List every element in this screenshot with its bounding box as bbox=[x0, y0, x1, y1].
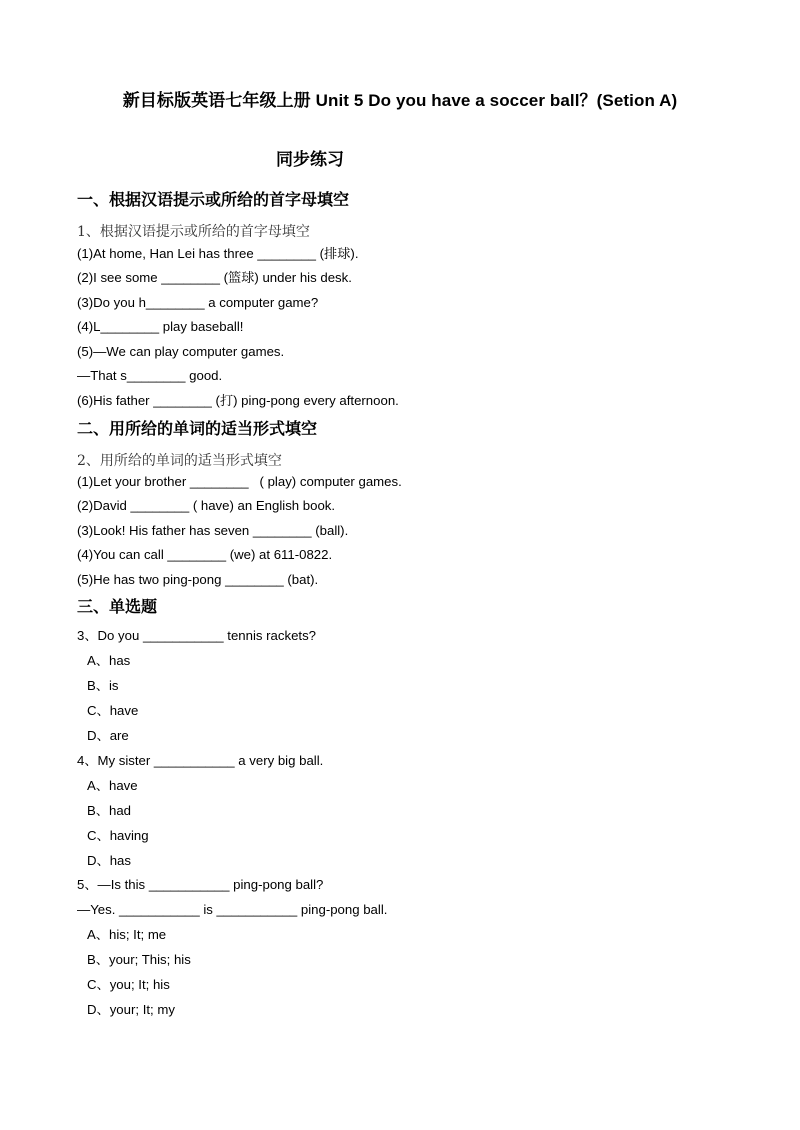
question-3-option-c: C、have bbox=[87, 703, 139, 718]
section-2-item: (3)Look! His father has seven ________ (ball). bbox=[77, 523, 349, 538]
document-title: 新目标版英语七年级上册 Unit 5 Do you have a soccer ball？(Setion A) bbox=[122, 91, 678, 110]
question-3-option-d: D、are bbox=[87, 728, 129, 743]
question-5-stem-reply: —Yes. ___________ is ___________ ping-pong ball. bbox=[77, 902, 388, 917]
section-2-heading: 二、用所给的单词的适当形式填空 bbox=[77, 421, 318, 438]
question-5-option-b: B、your; This; his bbox=[87, 952, 191, 967]
question-5-stem: 5、—Is this ___________ ping-pong ball? bbox=[77, 877, 324, 892]
section-1-item: (3)Do you h________ a computer game? bbox=[77, 295, 319, 310]
section-2-intro: 2、用所给的单词的适当形式填空 bbox=[77, 453, 282, 469]
section-1-heading: 一、根据汉语提示或所给的首字母填空 bbox=[77, 192, 350, 209]
section-1-item: (5)—We can play computer games. bbox=[77, 344, 285, 359]
section-2-item: (4)You can call ________ (we) at 611-0822. bbox=[77, 547, 333, 562]
section-2-item: (5)He has two ping-pong ________ (bat). bbox=[77, 572, 319, 587]
question-5-option-c: C、you; It; his bbox=[87, 977, 170, 992]
question-5-option-a: A、his; It; me bbox=[87, 927, 167, 942]
question-4-option-b: B、had bbox=[87, 803, 131, 818]
question-3-option-b: B、is bbox=[87, 678, 119, 693]
question-4-option-a: A、have bbox=[87, 778, 138, 793]
question-5-option-d: D、your; It; my bbox=[87, 1002, 175, 1017]
section-1-item: (2)I see some ________ (篮球) under his desk. bbox=[77, 270, 352, 285]
question-4-option-c: C、having bbox=[87, 828, 149, 843]
question-3-stem: 3、Do you ___________ tennis rackets? bbox=[77, 628, 317, 643]
section-1-item: —That s________ good. bbox=[77, 368, 223, 383]
section-1-item: (4)L________ play baseball! bbox=[77, 319, 244, 334]
section-1-intro: 1、根据汉语提示或所给的首字母填空 bbox=[77, 224, 310, 240]
question-4-stem: 4、My sister ___________ a very big ball. bbox=[77, 753, 324, 768]
section-3-heading: 三、单选题 bbox=[77, 599, 158, 616]
section-1-item: (1)At home, Han Lei has three ________ (排球). bbox=[77, 246, 359, 261]
document-subtitle: 同步练习 bbox=[276, 150, 344, 169]
section-2-item: (1)Let your brother ________ ( play) computer games. bbox=[77, 474, 402, 489]
question-4-option-d: D、has bbox=[87, 853, 131, 868]
section-2-item: (2)David ________ ( have) an English book. bbox=[77, 498, 336, 513]
section-1-item: (6)His father ________ (打) ping-pong every afternoon. bbox=[77, 393, 399, 408]
question-3-option-a: A、has bbox=[87, 653, 131, 668]
